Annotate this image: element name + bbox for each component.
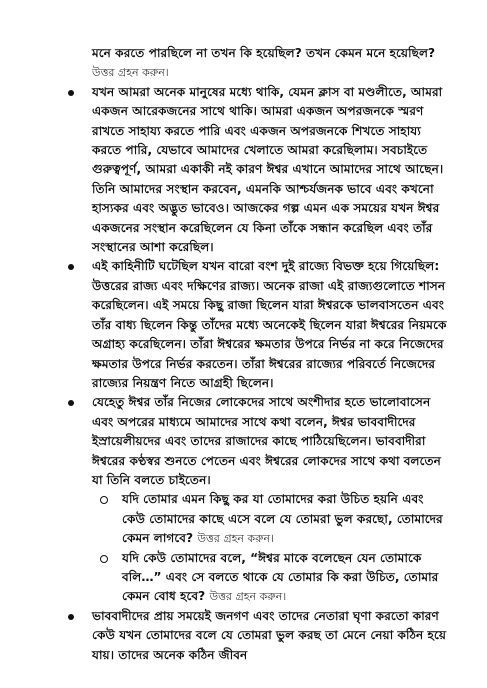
circle-bullet-icon — [100, 555, 108, 563]
intro-paragraph — [92, 44, 447, 83]
bullet-text: এই কাহিনীটি ঘটেছিল যখন বারো বংশ দুই রাজ্যে বিভক্ত হয়ে গিয়েছিল: উত্তরের রাজ্য এবং দক্ষিণের রাজ্য। অনেক রাজা এই রাজ্যগুলোতে শাসন করেছিলেন। এই সময়ে কিছু রাজা ছিলেন যারা ঈশ্বরকে ভালবাসতেন এবং তাঁর বাধ্য ছিলেন কিন্তু তাঁদের মধ্যে অনেকেই ছিলেন যারা ঈশ্বরের নিয়মকে অগ্রাহ্য করেছিলেন। তাঁরা ঈশ্বরের ক্ষমতার উপরে নির্ভর না করে নিজেদের ক্ষমতার উপরে নির্ভর করতেন। তাঁরা ঈশ্বরের রাজ্যের পরিবর্তে নিজেদের রাজ্যের নিয়ন্ত্রণ নিতে আগ্রহী ছিলেন। — [92, 259, 447, 390]
list-item — [64, 83, 447, 258]
list-item — [64, 393, 447, 606]
intro-note: উত্তর গ্রহন করুন। — [92, 66, 169, 80]
sub-list-item — [92, 549, 447, 607]
circle-bullet-icon — [100, 496, 108, 504]
list-item — [64, 257, 447, 393]
bullet-text: যেহেতু ঈশ্বর তাঁর নিজের লোকেদের সাথে অংশীদার হতে ভালোবাসেন এবং অপরের মাধ্যমে আমাদের সাথে কথা বলেন, ঈশ্বর ভাববাদীদের ইস্রায়েলীয়দের এবং তাদের রাজাদের কাছে পাঠিয়েছিলেন। ভাববাদীরা ঈশ্বরের কণ্ঠস্বর শুনতে পেতেন এবং ঈশ্বরের লোকদের সাথে কথা বলতেন যা তিনি বলতে চাইতেন। — [92, 395, 441, 487]
sub-item-note: উত্তর গ্রহন করুন। — [209, 590, 287, 604]
sub-item-note: উত্তর গ্রহন করুন। — [197, 532, 275, 546]
bullet-icon — [68, 90, 74, 96]
bullet-icon — [68, 264, 74, 270]
list-item — [64, 607, 447, 665]
bullet-text: ভাববাদীদের প্রায় সময়েই জনগণ এবং তাদের নেতারা ঘৃণা করতো কারণ কেউ যখন তোমাদের বলে যে তোমরা ভুল করছ তা মেনে নেয়া কঠিন হয়ে যায়। তাদের অনেক কঠিন জীবন — [92, 608, 447, 662]
sub-item-text: যদি তোমার এমন কিছু কর যা তোমাদের করা উচিত হয়নি এবং কেউ তোমাদের কাছে এসে বলে যে তোমরা ভুল করছো, তোমাদের কেমন লাগবে? — [122, 492, 443, 546]
intro-text: মনে করতে পারছিলে না তখন কি হয়েছিল? তখন কেমন মনে হয়েছিল? — [92, 46, 436, 60]
bullet-list — [64, 83, 447, 665]
sub-item-text: যদি কেউ তোমাদের বলে, “ঈশ্বর মাকে বলেছেন যেন তোমাকে বলি…” এবং সে বলতে থাকে যে তোমার কি করা উচিত, তোমার কেমন বোধ হবে? — [122, 550, 439, 604]
sub-list — [92, 490, 447, 606]
bullet-icon — [68, 400, 74, 406]
bullet-text: যখন আমরা অনেক মানুষের মধ্যে থাকি, যেমন ক্লাস বা মণ্ডলীতে, আমরা একজন আরেকজনের সাথে থাকি। আমরা একজন অপরজনকে স্মরণ রাখতে সাহায্য করতে পারি এবং একজন অপরজনকে শিখতে সাহায্য করতে পারি, যেভাবে আমাদের খেলাতে আমরা করেছিলাম। সবচাইতে গুরুত্বপূর্ণ, আমরা একাকী নই কারণ ঈশ্বর এখানে আমাদের সাথে আছেন। তিনি আমাদের সংস্থান করবেন, এমনকি আশ্চর্যজনক ভাবে এবং কখনো হাস্যকর এবং অদ্ভুত ভাবেও। আজকের গল্প এমন এক সময়ের যখন ঈশ্বর একজনের সংস্থান করেছিলেন যে কিনা তাঁকে সন্ধান করেছিল এবং তাঁর সংস্থানের আশা করেছিল। — [92, 84, 444, 255]
sub-list-item — [92, 490, 447, 548]
bullet-icon — [68, 614, 74, 620]
